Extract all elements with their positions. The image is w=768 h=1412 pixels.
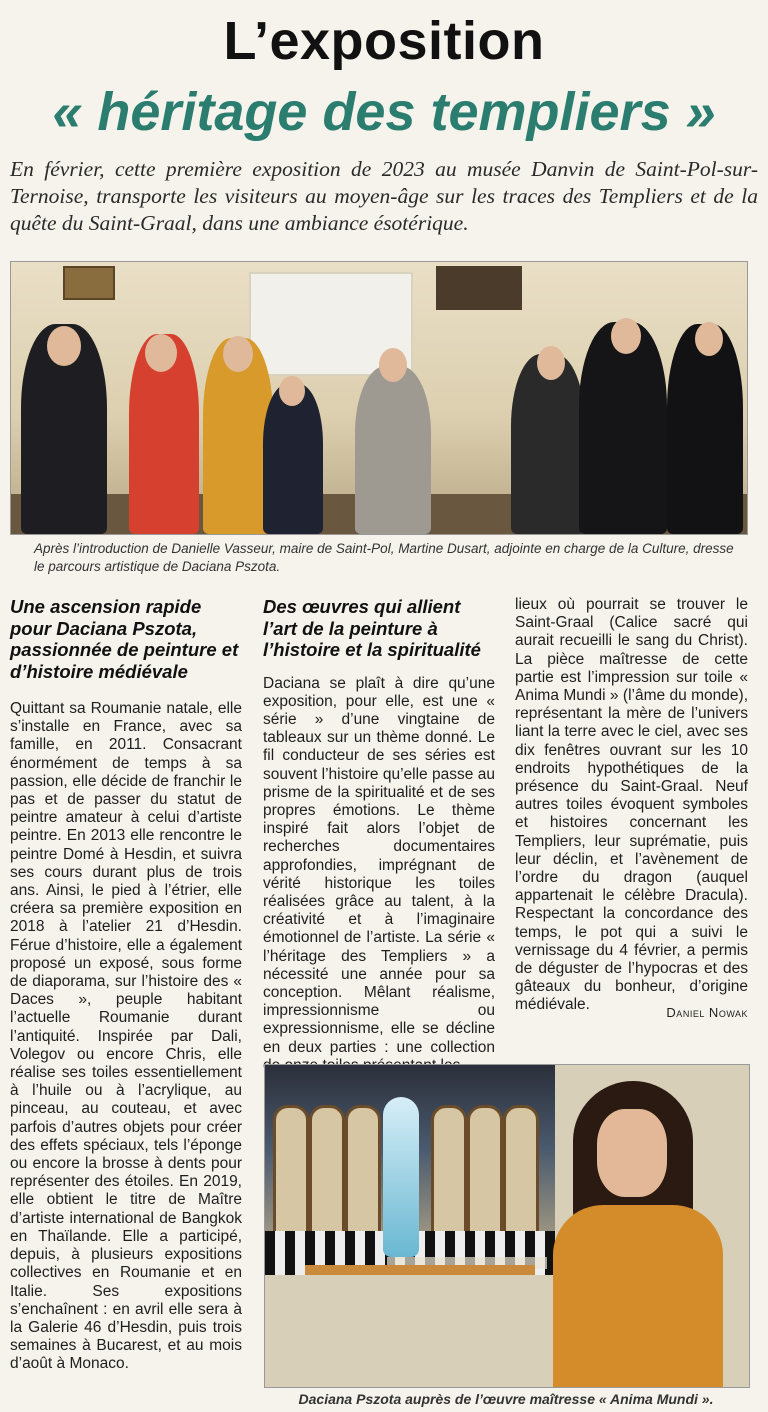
painting-arch (273, 1105, 309, 1241)
painting-arch (345, 1105, 381, 1241)
headline-line2: « héritage des templiers » (52, 82, 716, 142)
author-signature: Daniel Nowak (666, 1005, 748, 1020)
painting-figure (383, 1097, 419, 1257)
artist-face (597, 1109, 667, 1197)
column-3-body: lieux où pourrait se trouver le Saint-Graal (Calice sacré qui aurait recueilli le sang du Christ). La pièce maîtresse de cette partie est l’impression sur toile « Anima Mundi » (l’âme du monde), représentant la mère de l’univers liant la terre avec le ciel, avec ses dix fenêtres ouvrant sur les 10 endroits hypothétiques de la présence du Saint-Graal. Neuf autres toiles évoquent symboles et histoires concernant les Templiers, leur suprématie, puis leur déclin, et l’avènement de l’ordre du dragon (auquel appartenait le célèbre Dracula). Respectant la concordance des temps, le pot qui a suivi le vernissage du 4 février, a permis de déguster de l’hypocras et des gâteaux du bonheur, d’origine médiévale. (515, 596, 748, 1014)
person-8-head (695, 322, 723, 356)
column-3 (515, 596, 748, 1015)
photo-painting (436, 266, 522, 310)
artist-photo (264, 1064, 750, 1388)
photo1-caption: Après l’introduction de Danielle Vasseur, maire de Saint-Pol, Martine Dusart, adjointe en charge de la Culture, dresse le parcours artistique de Daciana Pszota. (34, 541, 734, 574)
person-4 (263, 384, 323, 534)
painting-arch (431, 1105, 467, 1241)
headline-line1: L’exposition (223, 11, 545, 71)
painting-arch (309, 1105, 345, 1241)
artist-portrait (543, 1081, 729, 1387)
group-photo (10, 261, 748, 535)
column-1 (10, 596, 242, 1374)
column-1-body: Quittant sa Roumanie natale, elle s’installe en France, avec sa famille, en 2011. Consacrant énormément de temps à sa passion, elle décide de franchir le pas et de passer du statut de peintre amateur à celui d’artiste peintre. En 2013 elle rencontre le peintre Domé à Hesdin, et suivra ses cours durant plus de trois ans. Ainsi, le pied à l’étrier, elle créera sa première exposition en 2018 à l’atelier 21 d’Hesdin. Férue d’histoire, elle a également proposé un exposé, sous forme de diaporama, sur l’histoire des « Daces », peuple habitant l’actuelle Roumanie durant l’antiquité. Inspirée par Dali, Volegov ou encore Chris, elle réalise ses toiles essentiellement à l’huile ou à l’acrylique, au pinceau, au couteau, et avec parfois d’autres objets pour créer des effets spéciaux, tels l’éponge ou encore la brosse à dents pour représenter des étoiles. En 2019, elle obtient le titre de Maître d’artiste international de Bangkok en Thaïlande. Elle a participé, depuis, à plusieurs expositions collectives en Roumanie et en Italie. Ses expositions s’enchaînent : en avril elle sera à la Galerie 46 d’Hesdin, puis trois semaines à Bucarest, et au mois d’août à Monaco. (10, 700, 242, 1373)
person-5 (355, 366, 431, 534)
person-7-head (611, 318, 641, 354)
person-4-head (279, 376, 305, 406)
anima-mundi-painting (265, 1065, 555, 1275)
painting-arch (503, 1105, 539, 1241)
easel (305, 1265, 535, 1388)
column-2 (263, 596, 495, 1075)
photo-picture-frame (63, 266, 115, 300)
column-2-heading: Des œuvres qui allient l’art de la peinture à l’histoire et la spiritualité (263, 596, 481, 660)
person-2-head (145, 334, 177, 372)
column-1-heading: Une ascension rapide pour Daciana Pszota, passionnée de peinture et d’histoire médiévale (10, 596, 239, 682)
painting-arch (467, 1105, 503, 1241)
person-5-head (379, 348, 407, 382)
photo2-caption: Daciana Pszota auprès de l’œuvre maîtresse « Anima Mundi ». (298, 1391, 714, 1407)
artist-sweater (553, 1205, 723, 1387)
person-6-head (537, 346, 565, 380)
column-2-body: Daciana se plaît à dire qu’une exposition, pour elle, est une « série » d’une vingtaine de tableaux sur un thème donné. Le fil conducteur de ses séries est souvent l’histoire qu’elle passe au prisme de la spiritualité et de ses propres émotions. Le thème inspiré fait alors l’objet de recherches documentaires approfondies, imprégnant de vérité historique les toiles réalisées grâce au talent, à la créativité et à l’imaginaire émotionnel de l’artiste. La série « l’héritage des Templiers » a nécessité une année pour sa conception. Mêlant réalisme, impressionnisme ou expressionnisme, elle se décline en deux parties : une collection (263, 674, 495, 1056)
person-3-head (223, 336, 253, 372)
person-6 (511, 354, 585, 534)
intro-paragraph: En février, cette première exposition de 2023 au musée Danvin de Saint-Pol-sur-Ternoise, transporte les visiteurs au moyen-âge sur les traces des Templiers et de la quête du Saint-Graal, dans une ambiance ésotérique. (10, 157, 758, 235)
person-1-head (47, 326, 81, 366)
